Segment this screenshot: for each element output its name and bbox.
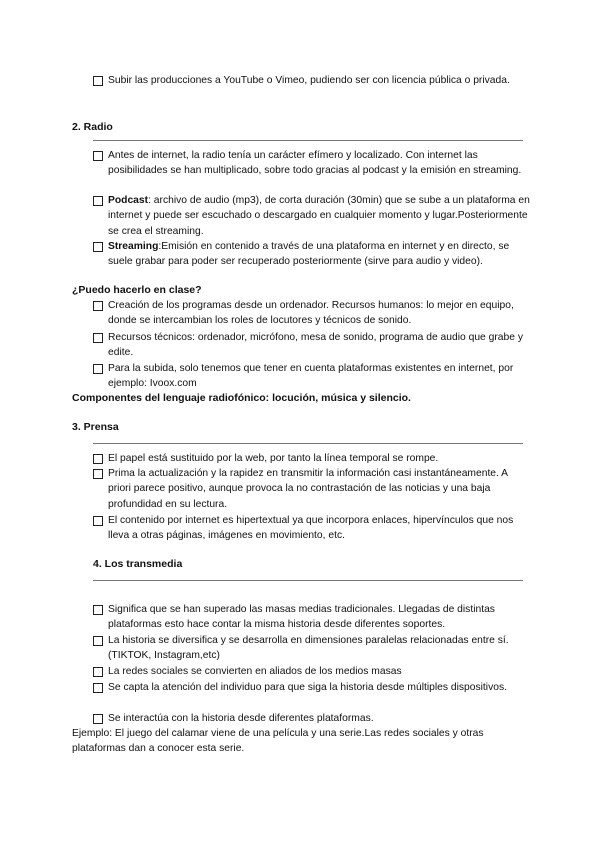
checkbox-icon[interactable] [93, 242, 103, 252]
checkbox-icon[interactable] [93, 683, 103, 693]
checklist-item [93, 361, 533, 392]
checkbox-icon[interactable] [93, 636, 103, 646]
section-heading-prensa: 3. Prensa [72, 421, 119, 433]
componentes-line: Componentes del lenguaje radiofónico: locución, música y silencio. [72, 392, 411, 404]
checklist-item [93, 680, 533, 695]
item-text: Se interactúa con la historia desde diferentes plataformas. [108, 713, 374, 724]
checkbox-icon[interactable] [93, 196, 103, 206]
item-text: La historia se diversifica y se desarrolla en dimensiones paralelas relacionadas entre sí. (TIKTOK, Instagram,etc) [108, 635, 509, 662]
section-heading-radio: 2. Radio [72, 121, 113, 133]
checkbox-icon[interactable] [93, 76, 103, 86]
checkbox-icon[interactable] [93, 714, 103, 724]
checklist-item [93, 298, 533, 329]
checklist-item [93, 451, 533, 466]
item-text: El contenido por internet es hipertextual ya que incorpora enlaces, hipervínculos que nos lleva a otras páginas, imágenes en movimiento, etc. [108, 515, 514, 542]
checklist-item [93, 602, 533, 633]
item-text: Creación de los programas desde un ordenador. Recursos humanos: lo mejor en equipo, donde se intercambian los roles de locutores y técnicos de sonido. [108, 300, 514, 327]
item-text: Streaming:Emisión en contenido a través de una plataforma en internet y en directo, se suele grabar para poder ser recuperado posteriormente (sirve para audio y video). [108, 241, 510, 268]
item-text: Prima la actualización y la rapidez en transmitir la información casi instantáneamente. A priori parece positivo, aunque provoca la no contrastación de las noticias y una baja profundidad en su lectura. [108, 468, 508, 510]
checklist-item [93, 664, 533, 679]
term-streaming: Streaming [108, 241, 159, 252]
section-divider [93, 580, 523, 581]
checklist-item [93, 711, 533, 726]
section-divider [93, 443, 523, 444]
checkbox-icon[interactable] [93, 301, 103, 311]
checklist-item [93, 466, 533, 512]
checkbox-icon[interactable] [93, 605, 103, 615]
checklist-item [93, 239, 533, 270]
checkbox-icon[interactable] [93, 454, 103, 464]
section-heading-transmedia: 4. Los transmedia [93, 558, 183, 570]
item-text: Se capta la atención del individuo para que siga la historia desde múltiples dispositivos. [108, 682, 507, 693]
item-text: Podcast: archivo de audio (mp3), de corta duración (30min) que se sube a un plataforma en internet y puede ser escuchado o descargado en cualquier momento y lugar.Posteriormente se crea el streaming. [108, 195, 530, 237]
checklist-item [93, 513, 533, 544]
checklist-item [93, 330, 533, 361]
item-text: El papel está sustituido por la web, por tanto la línea temporal se rompe. [108, 453, 439, 464]
checkbox-icon[interactable] [93, 469, 103, 479]
item-text: Antes de internet, la radio tenía un carácter efímero y localizado. Con internet las posibilidades se han multiplicado, sobre todo gracias al podcast y la emisión en streaming. [108, 150, 522, 177]
checkbox-icon[interactable] [93, 364, 103, 374]
checklist-item [93, 633, 533, 664]
checkbox-icon[interactable] [93, 667, 103, 677]
ejemplo-paragraph: Ejemplo: El juego del calamar viene de una película y una serie.Las redes sociales y otras plataformas dan a conocer esta serie. [72, 728, 484, 755]
checkbox-icon[interactable] [93, 333, 103, 343]
item-text: Recursos técnicos: ordenador, micrófono, mesa de sonido, programa de audio que grabe y edite. [108, 332, 523, 359]
item-text: Para la subida, solo tenemos que tener en cuenta plataformas existentes en internet, por ejemplo: Ivoox.com [108, 363, 514, 390]
section-divider [93, 140, 523, 141]
checklist-item [93, 73, 533, 88]
item-text: La redes sociales se convierten en aliados de los medios masas [108, 666, 402, 677]
subheading-clase: ¿Puedo hacerlo en clase? [72, 284, 202, 296]
item-text: Subir las producciones a YouTube o Vimeo, pudiendo ser con licencia pública o privada. [108, 75, 510, 86]
item-text: Significa que se han superado las masas medias tradicionales. Llegadas de distintas plataformas esto hace contar la misma historia desde diferentes soportes. [108, 604, 495, 631]
checkbox-icon[interactable] [93, 516, 103, 526]
checklist-item [93, 148, 533, 179]
checkbox-icon[interactable] [93, 151, 103, 161]
checklist-item [93, 193, 533, 239]
term-podcast: Podcast [108, 195, 149, 206]
